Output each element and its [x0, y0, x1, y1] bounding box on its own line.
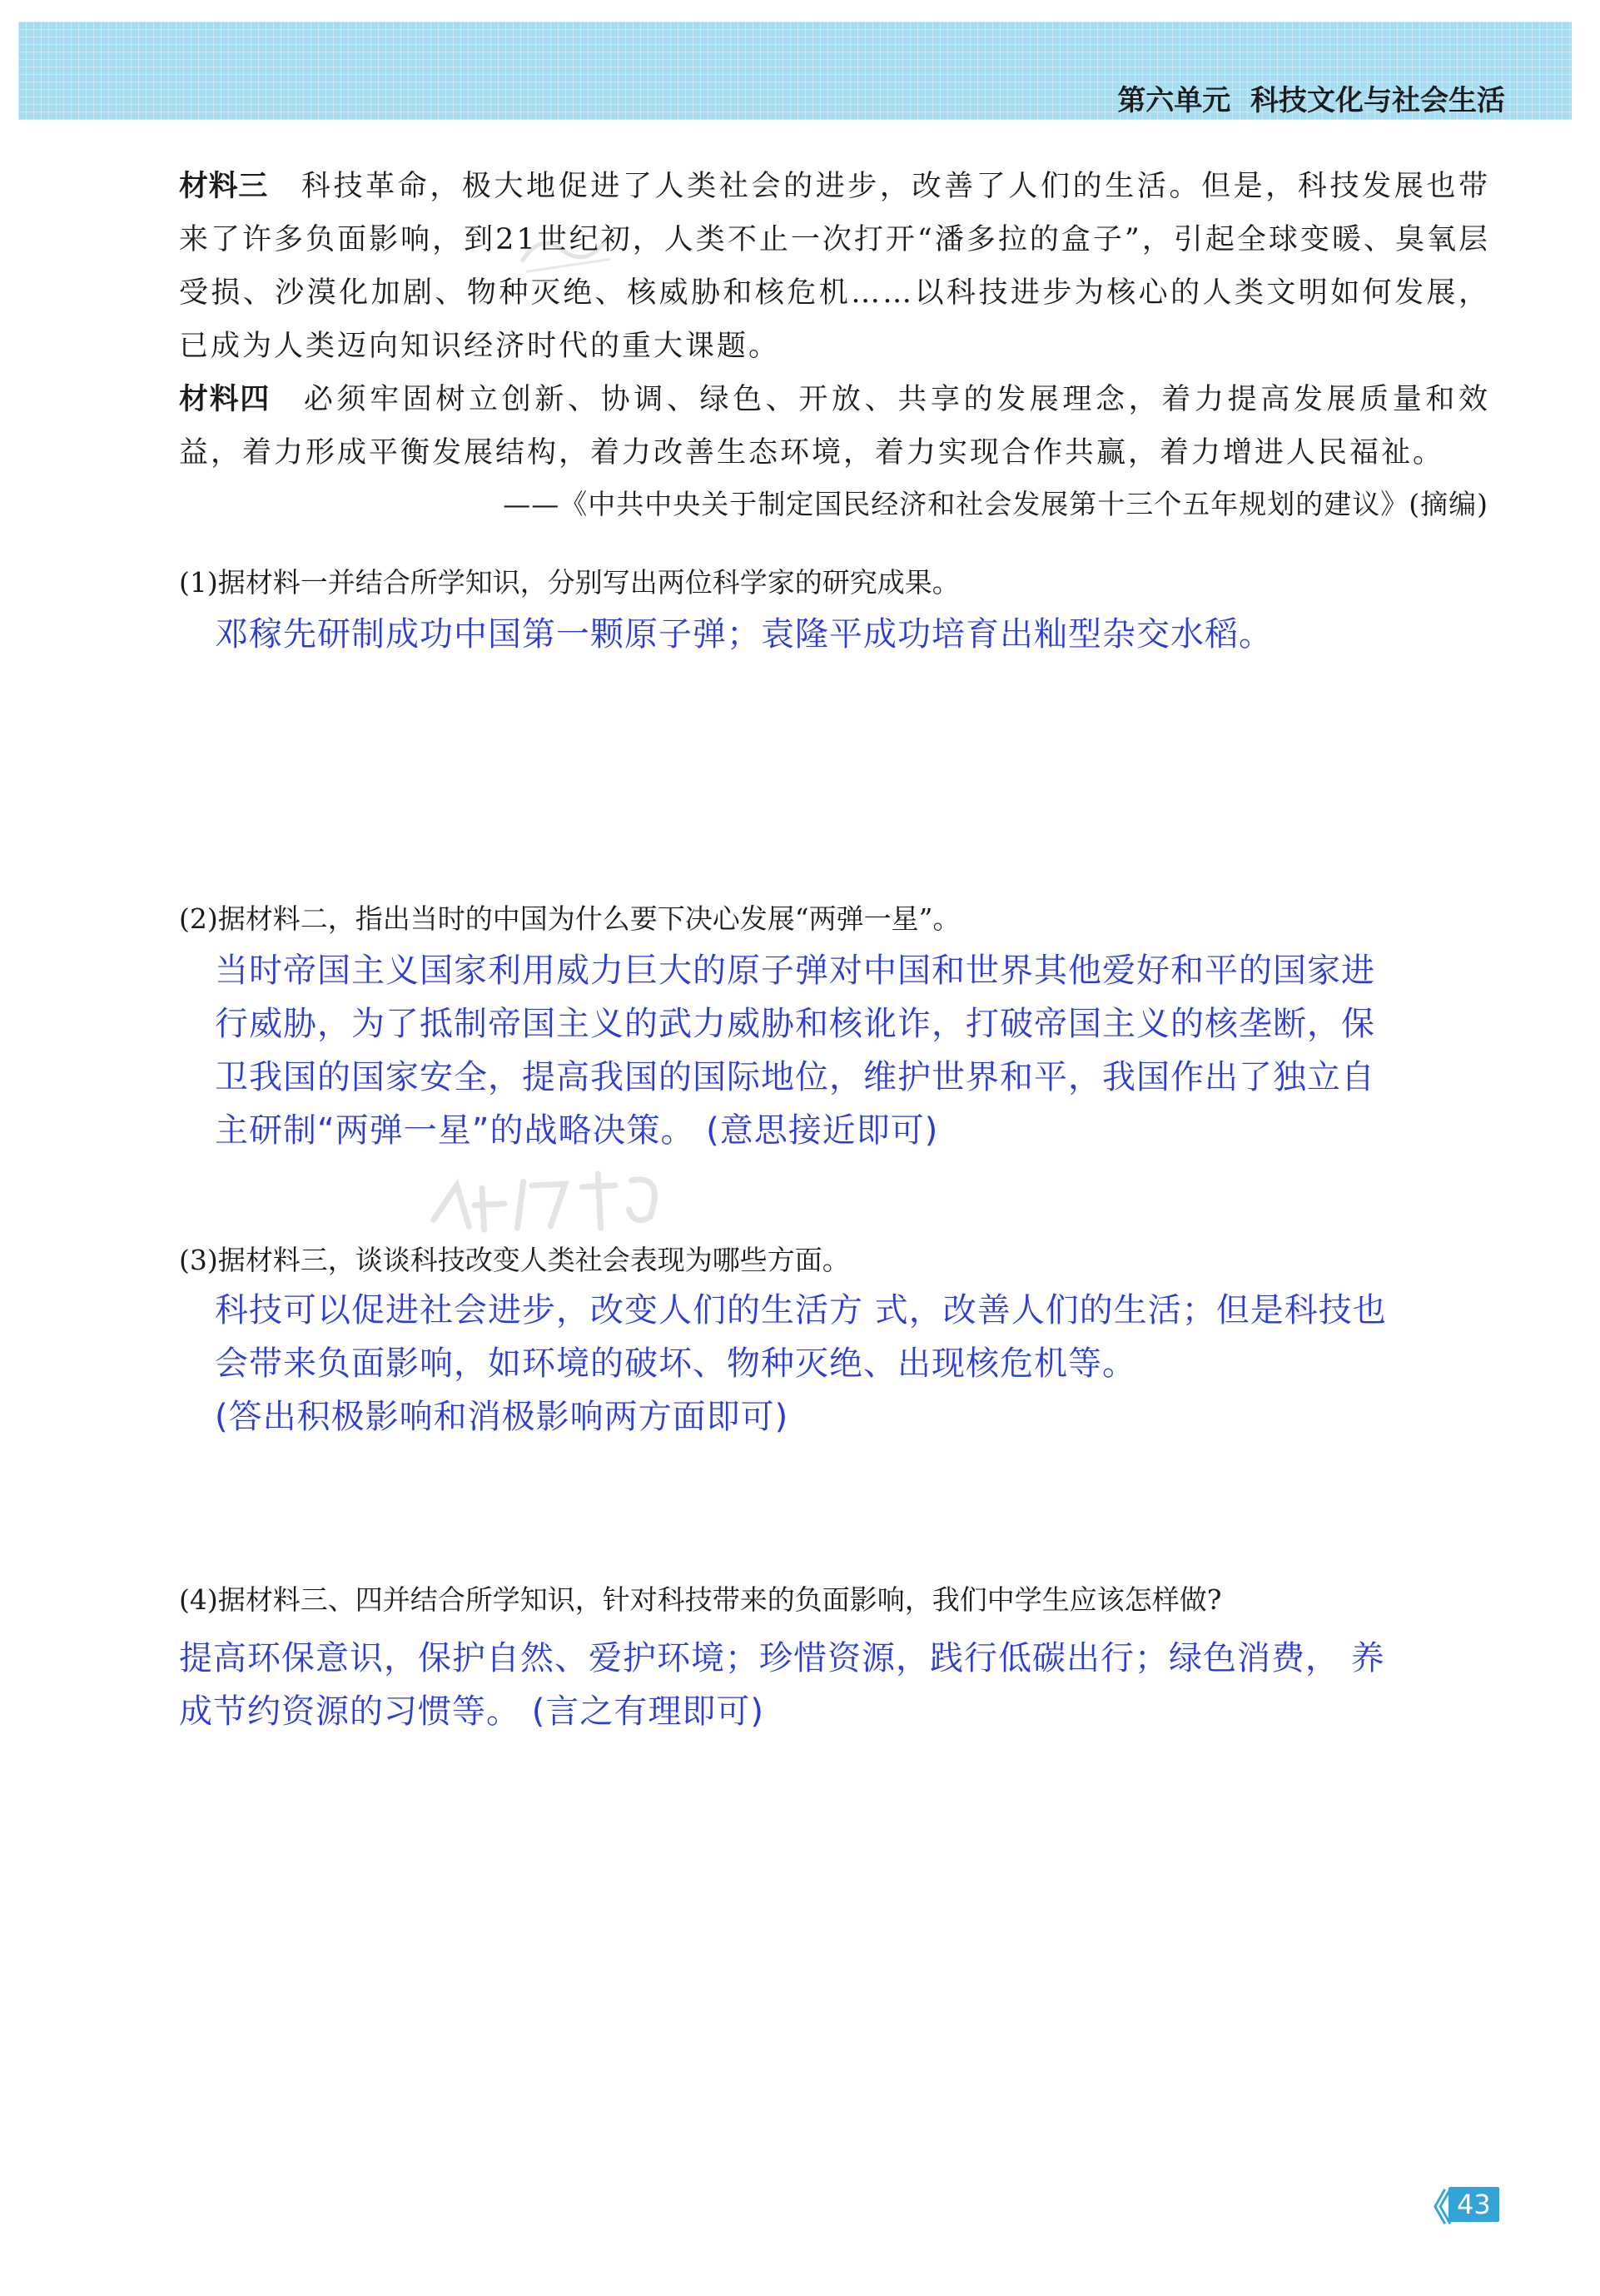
- answer-line: 提高环保意识，保护自然、爱护环境；珍惜资源，践行低碳出行；绿色消费， 养: [179, 1639, 1385, 1677]
- watermark-icon: [423, 1157, 676, 1245]
- answer-line: 行威胁，为了抵制帝国主义的武力威胁和核讹诈，打破帝国主义的核垄断，保: [215, 1005, 1375, 1043]
- watermark-logo: [423, 1157, 677, 1249]
- material-four: [179, 373, 1490, 480]
- question-4: (4)据材料三、四并结合所学知识，针对科技带来的负面影响，我们中学生应该怎样做?: [179, 1583, 1222, 1616]
- page-footer: [1415, 2178, 1499, 2231]
- material-text: 必须牢固树立创新、协调、绿色、开放、共享的发展理念，着力提高发展质量和效益，着力形成平衡发展结构，着力改善生态环境，着力实现合作共赢，着力增进人民福祉。: [179, 383, 1490, 470]
- answer-line: 科技可以促进社会进步，改变人们的生活方 式，改善人们的生活；但是科技也: [215, 1291, 1387, 1329]
- material-label: 材料三: [179, 170, 268, 203]
- answer-line: 成节约资源的习惯等。 (言之有理即可): [179, 1692, 764, 1731]
- unit-header-bar: [18, 22, 1572, 120]
- answer-line: (答出积极影响和消极影响两方面即可): [215, 1398, 789, 1436]
- answer-line: 主研制“两弹一星”的战略决策。 (意思接近即可): [215, 1111, 939, 1150]
- materials-block: [179, 160, 1490, 529]
- unit-title: 第六单元 科技文化与社会生活: [1117, 84, 1505, 117]
- answer-2: [215, 944, 1497, 1157]
- question-2: (2)据材料二，指出当时的中国为什么要下决心发展“两弹一星”。: [179, 902, 961, 935]
- answer-4: [179, 1632, 1461, 1738]
- answer-1: [215, 608, 1497, 661]
- answer-line: 邓稼先研制成功中国第一颗原子弹；袁隆平成功培育出籼型杂交水稻。: [215, 615, 1273, 654]
- question-3: (3)据材料三，谈谈科技改变人类社会表现为哪些方面。: [179, 1244, 850, 1276]
- answer-line: 当时帝国主义国家利用威力巨大的原子弹对中国和世界其他爱好和平的国家进: [215, 952, 1375, 990]
- answer-3: [215, 1284, 1497, 1444]
- page-number: 43: [1448, 2187, 1499, 2222]
- material-source: ——《中共中央关于制定国民经济和社会发展第十三个五年规划的建议》(摘编): [503, 488, 1488, 520]
- answer-line: 会带来负面影响，如环境的破坏、物种灭绝、出现核危机等。: [215, 1344, 1136, 1383]
- question-1: (1)据材料一并结合所学知识，分别写出两位科学家的研究成果。: [179, 566, 960, 599]
- answer-line: 卫我国的国家安全，提高我国的国际地位，维护世界和平，我国作出了独立自: [215, 1058, 1375, 1096]
- chevron-left-icon: 《: [1415, 2187, 1443, 2229]
- material-text: 科技革命，极大地促进了人类社会的进步，改善了人们的生活。但是，科技发展也带来了许多负面影响，到21世纪初，人类不止一次打开“潘多拉的盒子”，引起全球变暖、臭氧层受损、沙漠化加剧、物种灭绝、核威胁和核危机……以科技进步为核心的人类文明如何发展，已成为人类迈向知识经济时代的重大课题。: [179, 170, 1490, 363]
- material-three: [179, 160, 1490, 373]
- material-label: 材料四: [179, 383, 271, 416]
